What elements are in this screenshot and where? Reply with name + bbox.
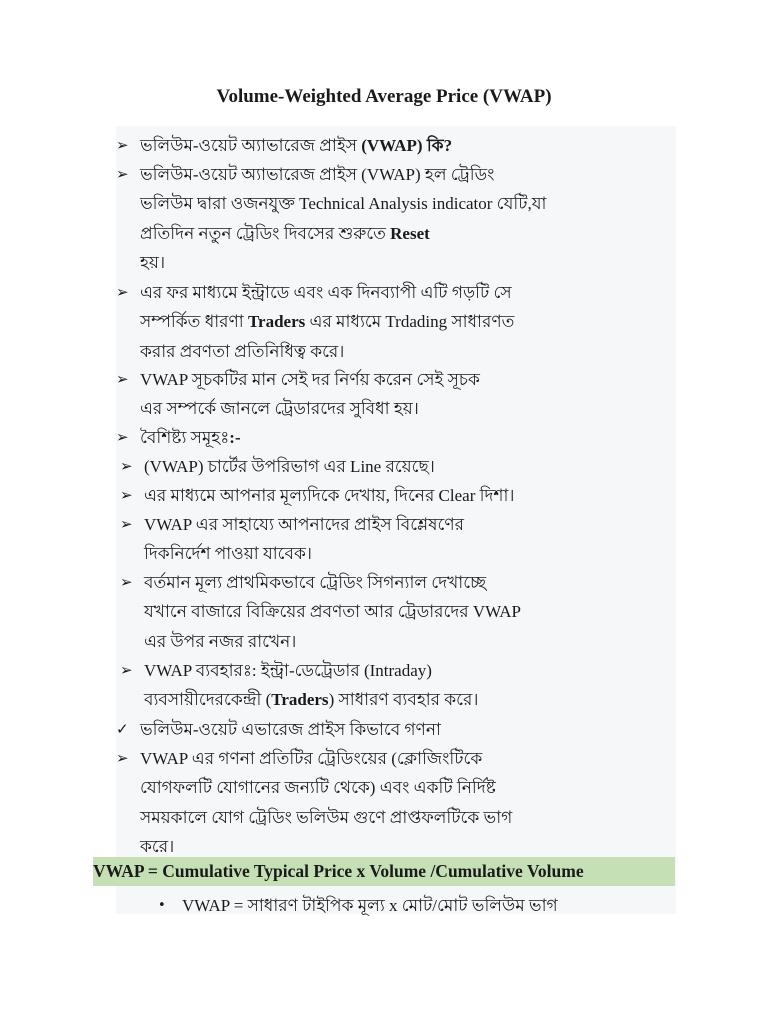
list-item-line: যোগফলটি যোগানের জন্যটি থেকে) এবং একটি নির্দিষ্ট [140,778,496,798]
arrow-bullet-icon: ➢ [120,515,133,533]
page-title: Volume-Weighted Average Price (VWAP) [216,86,552,107]
formula-bullet [158,891,558,920]
list-item-line: যখানে বাজারে বিক্রিয়ের প্রবণতা আর ট্রেডারদের VWAP [144,602,522,622]
list-item [116,278,676,366]
list-item-line: ভলিউম-ওয়েট এভারেজ প্রাইস কিভাবে গণনা [140,720,441,739]
arrow-bullet-icon: ➢ [116,370,129,388]
list-item-line: এর সম্পর্কে জানলে ট্রেডারদের সুবিধা হয়। [140,399,419,419]
list-item [116,423,676,452]
list-item-line: VWAP এর গণনা প্রতিটির ট্রেডিংয়ের (ক্লোজিংটিকে [140,749,483,768]
list-item-line: হয়। [140,252,166,272]
list-item-line: ভলিউম-ওয়েট অ্যাভারেজ প্রাইস (VWAP) হল ট্রেডিং [140,165,495,184]
list-item-line: এর উপর নজর রাখেন। [144,631,297,651]
bullet-icon: • [158,898,166,913]
arrow-bullet-icon: ➢ [120,661,133,679]
list-item-line: বর্তমান মূল্য প্রাথমিকভাবে ট্রেডিং সিগন্যাল দেখাচ্ছে [144,573,487,592]
list-item-line: VWAP ব্যবহারঃ: ইন্ট্রা-ডেট্রেডার (Intraday) [144,661,432,680]
list-item-line: বৈশিষ্ট্য সমূহঃ:- [140,428,241,447]
list-item [116,715,676,744]
arrow-bullet-icon: ➢ [120,457,133,475]
list-item-line: প্রতিদিন নতুন ট্রেডিং দিবসের শুরুতে Reset [140,223,430,243]
list-item [120,568,680,656]
list-item-line: (VWAP) চার্টের উপরিভাগ এর Line রয়েছে। [144,457,435,476]
list-item-line: এর ফর মাধ্যমে ইন্ট্রাডে এবং এক দিনব্যাপী এটি গড়টি সে [140,283,512,302]
list-item-line: ভলিউম দ্বারা ওজনযুক্ত Technical Analysis indicator যেটি,যা [140,194,547,214]
formula-bullet-text: VWAP = সাধারণ টাইপিক মূল্য x মোট/মোট ভলিউম ভাগ [182,896,558,915]
list-item [116,744,676,861]
list-item-line: ব্যবসায়ীদেরকেন্দ্রী (Traders) সাধারণ ব্যবহার করে। [144,690,479,710]
list-item-line: সম্পর্কিত ধারণা Traders এর মাধ্যমে Trdading সাধারণত [140,312,515,332]
list-item-line: দিকনির্দেশ পাওয়া যাবেক। [144,544,312,564]
list-item [120,656,680,715]
arrow-bullet-icon: ➢ [116,283,129,301]
list-item-line: VWAP সূচকটির মান সেই দর নির্ণয় করেন সেই সূচক [140,370,480,389]
arrow-bullet-icon: ➢ [116,165,129,183]
list-item-line: এর মাধ্যমে আপনার মূল্যদিকে দেখায়, দিনের Clear দিশা। [144,486,515,505]
formula-banner: VWAP = Cumulative Typical Price x Volume /Cumulative Volume [93,857,675,886]
list-item [116,131,676,160]
list-item [120,510,680,569]
list-item-line: করার প্রবণতা প্রতিনিধিত্ব করে। [140,341,345,361]
list-item-line: সময়কালে যোগ ট্রেডিং ভলিউম গুণে প্রাপ্তফলটিকে ভাগ [140,807,513,827]
arrow-bullet-icon: ➢ [116,749,129,767]
arrow-bullet-icon: ➢ [120,573,133,591]
list-item [116,160,676,277]
check-icon: ✓ [116,720,129,738]
list-item-line: VWAP এর সাহায্যে আপনাদের প্রাইস বিশ্লেষণের [144,515,464,534]
arrow-bullet-icon: ➢ [120,486,133,504]
list-item [120,481,680,510]
list-item-line: ভলিউম-ওয়েট অ্যাভারেজ প্রাইস (VWAP) কি? [140,136,453,155]
list-item-line: করে। [140,836,175,856]
arrow-bullet-icon: ➢ [116,136,129,154]
list-item [116,365,676,424]
list-item [120,452,680,481]
arrow-bullet-icon: ➢ [116,428,129,446]
